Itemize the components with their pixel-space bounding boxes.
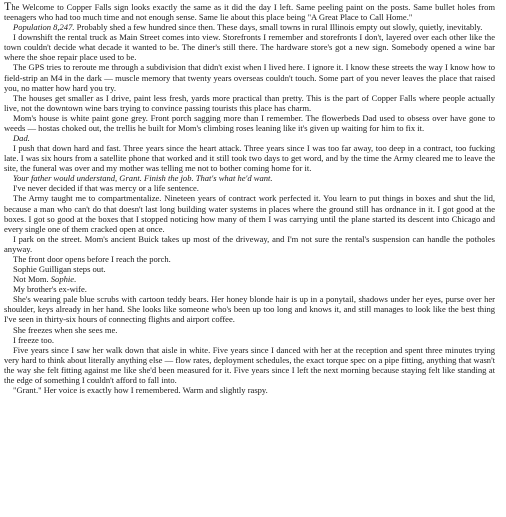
paragraph-20: Five years since I saw her walk down that aisle in white. Five years since I danced with her at the reception and spent three minutes trying very hard to think about literally anything else — flow rates, deployment schedules, the exact torque spec on a pipe fitting, anything that wasn't the way she felt fitting against me like she'd been measured for it. Five years since I left the next morning because staying felt like standing at the edge of something I couldn't afford to fall into. bbox=[4, 344, 495, 385]
paragraph-21: "Grant." Her voice is exactly how I remembered. Warm and slightly raspy. bbox=[13, 384, 268, 395]
paragraph-text: he Welcome to Copper Falls sign looks exactly the same as it did the day I left. Same peeling paint on the posts. Same bullet holes from teenagers who had too much time and not enough sense. Same lie about this place being "A Great Place to Call Home." bbox=[4, 2, 495, 23]
paragraph-5: The houses get smaller as I drive, paint less fresh, yards more practical than pretty. This is the part of Copper Falls where people actually live, not the downtown wine bars trying to convince passing tourists this place has charm. bbox=[4, 92, 495, 113]
paragraph-text: Probably shed a few hundred since then. These days, small towns in rural Illinois empty out slowly, quietly, inevitably. bbox=[74, 22, 483, 33]
paragraph-text: . bbox=[74, 274, 77, 285]
paragraph-19: I freeze too. bbox=[13, 334, 55, 345]
drop-cap-letter: T bbox=[4, 0, 12, 13]
paragraph-7: Dad. bbox=[13, 133, 30, 144]
paragraph-14: Sophie Guilligan steps out. bbox=[13, 264, 106, 275]
paragraph-17: She's wearing pale blue scrubs with cartoon teddy bears. Her honey blonde hair is up in a ponytail, shadows under her eyes, purse over her shoulder, keys already in her hand. She looks like someone who's been up too long and knows it, and still manages to look like the best thing I've seen in thirty-six hours of connecting flights and airport coffee. bbox=[4, 294, 495, 325]
paragraph-9: Your father would understand, Grant. Finish the job. That's what he'd want. bbox=[13, 173, 273, 184]
paragraph-italic-text: Population 8,247. bbox=[13, 22, 75, 33]
paragraph-18: She freezes when she sees me. bbox=[13, 324, 118, 335]
paragraph-13: The front door opens before I reach the porch. bbox=[13, 253, 171, 264]
paragraph-10: I've never decided if that was mercy or a life sentence. bbox=[13, 183, 199, 194]
paragraph-italic-text: Sophie bbox=[50, 274, 75, 285]
paragraph-4: The GPS tries to reroute me through a subdivision that didn't exist when I lived here. I ignore it. I know these streets the way I know how to field-strip an M4 in the dark — muscle memory that twenty years overseas couldn't touch. Some part of you never leaves the place that raised you, no matter how hard you try. bbox=[4, 62, 495, 93]
paragraph-text: Not Mom. bbox=[13, 274, 51, 285]
paragraph-8: I push that down hard and fast. Three years since the heart attack. Three years since I was too far away, too deep in a contract, too fucking late. I was six hours from a satellite phone that worked and it still took two days to get word, and by the time the Army cleared me to leave the site, the funeral was over and my mother was telling me not to bother coming home for it. bbox=[4, 143, 495, 174]
paragraph-15 bbox=[4, 274, 495, 284]
paragraph-1 bbox=[4, 1, 495, 22]
paragraph-11: The Army taught me to compartmentalize. Nineteen years of contract work perfected it. You learn to put things in boxes and shut the lid, because a man who can't do that doesn't last long building water systems in places where the ground still has ordnance in it. I got good at the boxes. I got so good at the boxes that I stopped noticing how many of them I was carrying until the plane started its descent into Chicago and every single one of them cracked open at once. bbox=[4, 193, 495, 234]
paragraph-12: I park on the street. Mom's ancient Buick takes up most of the driveway, and I'm not sure the rental's suspension can handle the potholes anyway. bbox=[4, 233, 495, 254]
paragraph-3: I downshift the rental truck as Main Street comes into view. Storefronts I remember and storefronts I don't, layered over each other like the town couldn't decide what decade it wanted to be. The diner's still there. The hardware store's got a new sign. Somebody opened a wine bar where the shoe repair place used to be. bbox=[4, 32, 495, 63]
paragraph-2 bbox=[4, 22, 495, 32]
paragraph-16: My brother's ex-wife. bbox=[13, 284, 87, 295]
paragraph-6: Mom's house is white paint gone grey. Front porch sagging more than I remember. The flowerbeds Dad used to obsess over have gone to weeds — hostas choked out, the trellis he built for Mom's climbing roses leaning like it's given up waiting for him to fix it. bbox=[4, 112, 495, 133]
